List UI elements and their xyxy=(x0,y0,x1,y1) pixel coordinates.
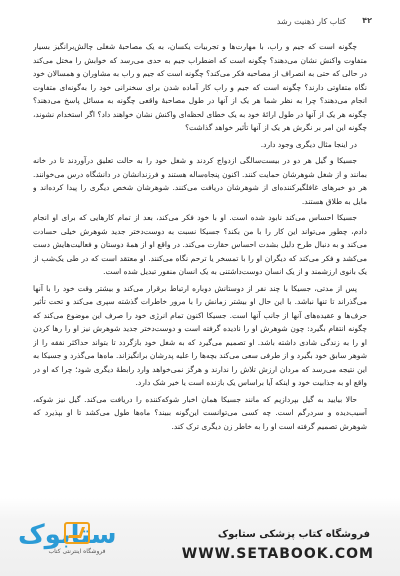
page-number: ۴۲ xyxy=(362,16,372,25)
paragraph: پس از مدتی، جسیکا با چند نفر از دوستانش دوباره ارتباط برقرار می‌کند و بیشتر وقت خود را با آنها می‌گذراند تا تنها نباشد. با این حال او بیشتر زمانش را با مرور خاطرات گذشته سپری می‌کند و تحت تأثیر حرف‌ها و عقیده‌های آنها از جانب آنها است. جسیکا اکنون تمام انرژی خود را صرف این موضوع می‌کند که چگونه انتقام بگیرد: چون شوهرش او را نادیده گرفته است و دوست‌دختر جدید شوهرش نیز او را رها کردن او را به زندگی شادی داشته باشد. او تصمیم می‌گیرد که به شغل خود بازگردد تا بتواند حداکثر نفقه را از شوهر سابق خود بگیرد و از طرفی سعی می‌کند بچه‌ها را علیه پدرشان برانگیزاند. ماه‌ها می‌گذرد و جسیکا به این نتیجه می‌رسد که مردان ارزش تلاش را ندارند و هرگز نمی‌خواهد وارد رابطهٔ دیگری شود؛ چرا که او در واقع او به جذابیت خود و اینکه آیا براساس یک بازنده است یا خیر شک دارد. xyxy=(33,283,367,387)
store-name: فروشگاه کتاب پزشکی ستابوک xyxy=(217,529,370,540)
running-title: کتاب کار ذهنیت رشد xyxy=(276,17,346,26)
book-icon xyxy=(64,522,90,544)
logo-wordmark: ستابوک xyxy=(18,520,117,550)
store-url[interactable]: WWW.SETABOOK.COM xyxy=(181,546,374,562)
paragraph: جسیکا و گیل هر دو در بیست‌سالگی ازدواج کردند و شغل خود را به حالت تعلیق درآوردند تا در خانه بمانند و از شغل شوهرشان حمایت کنند. اکنون پنجاه‌ساله هستند و فرزندانشان در دانشگاه درس می‌خوانند. هر دو خبرهای غافلگیرکننده‌ای از شوهرشان دریافت می‌کنند. شوهرشان شخص دیگری را پیدا کرده‌اند و مایل به طلاق هستند. xyxy=(33,156,367,206)
setabook-logo xyxy=(18,520,130,560)
paragraph: حالا بیایید به گیل بپردازیم که مانند جسیکا همان اخبار شوکه‌کننده را دریافت می‌کند. گیل نیز شوکه، آسیب‌دیده و سردرگم است. چه کسی می‌توانست این‌گونه ببیند؟ ماه‌ها طول می‌کشد تا او بپذیرد که شوهرش تصمیم گرفته است او را به خاطر زن دیگری ترک کند. xyxy=(33,394,367,431)
body-text xyxy=(33,40,367,490)
watermark-footer xyxy=(0,498,400,576)
paragraph: چگونه است که جیم و راب، با مهارت‌ها و تجربیات یکسان، به یک مصاحبهٔ شغلی چالش‌برانگیز بسیار متفاوت واکنش نشان می‌دهند؟ چگونه است که اضطراب جیم به حدی می‌رسد که خوابش را مختل می‌کند در حالی که حتی به انصراف از مصاحبه فکر می‌کند؟ چگونه است که جیم و راب به مشاوران و همسالان خود نگاه متفاوتی دارند؟ چگونه است که جیم و راب کار آماده شدن برای سخنرانی خود را به‌گونه‌ای متفاوت انجام می‌دهند؟ چرا به نظر شما هر یک از آنها در طول مصاحبهٔ واقعی چگونه به مسائل پاسخ می‌دهند؟ چگونه هر یک از آنها در طول ارائهٔ خود به یک خطای لحظه‌ای واکنش نشان خواهند داد؟ اگر استخدام نشوند، چگونه این امر بر نگرش هر یک از آنها تأثیر خواهد گذاشت؟ xyxy=(33,42,367,132)
page-header xyxy=(28,16,372,30)
paragraph: در اینجا مثال دیگری وجود دارد. xyxy=(260,139,357,149)
paragraph: جسیکا احساس می‌کند نابود شده است. او با خود فکر می‌کند، بعد از تمام کارهایی که برای او انجام دادم، چطور می‌تواند این کار را با من بکند؟ جسیکا نسبت به دوست‌دختر جدید شوهرش خیلی حسادت می‌کند و به دنبال طرح دلیل بشدت احساس حقارت می‌کند. در واقع او از همهٔ دوستان و فعالیت‌هایش دست می‌کشد و فکر می‌کند که دیگران او را با تمسخر یا ترحم نگاه می‌کنند. او معتقد است که در طی یک‌شب از یک بانوی ارزشمند و از یک انسان دوست‌داشتنی به یک انسان منفور تبدیل شده است. xyxy=(33,213,367,276)
logo-tagline: فروشگاه اینترنتی کتاب xyxy=(48,548,106,555)
